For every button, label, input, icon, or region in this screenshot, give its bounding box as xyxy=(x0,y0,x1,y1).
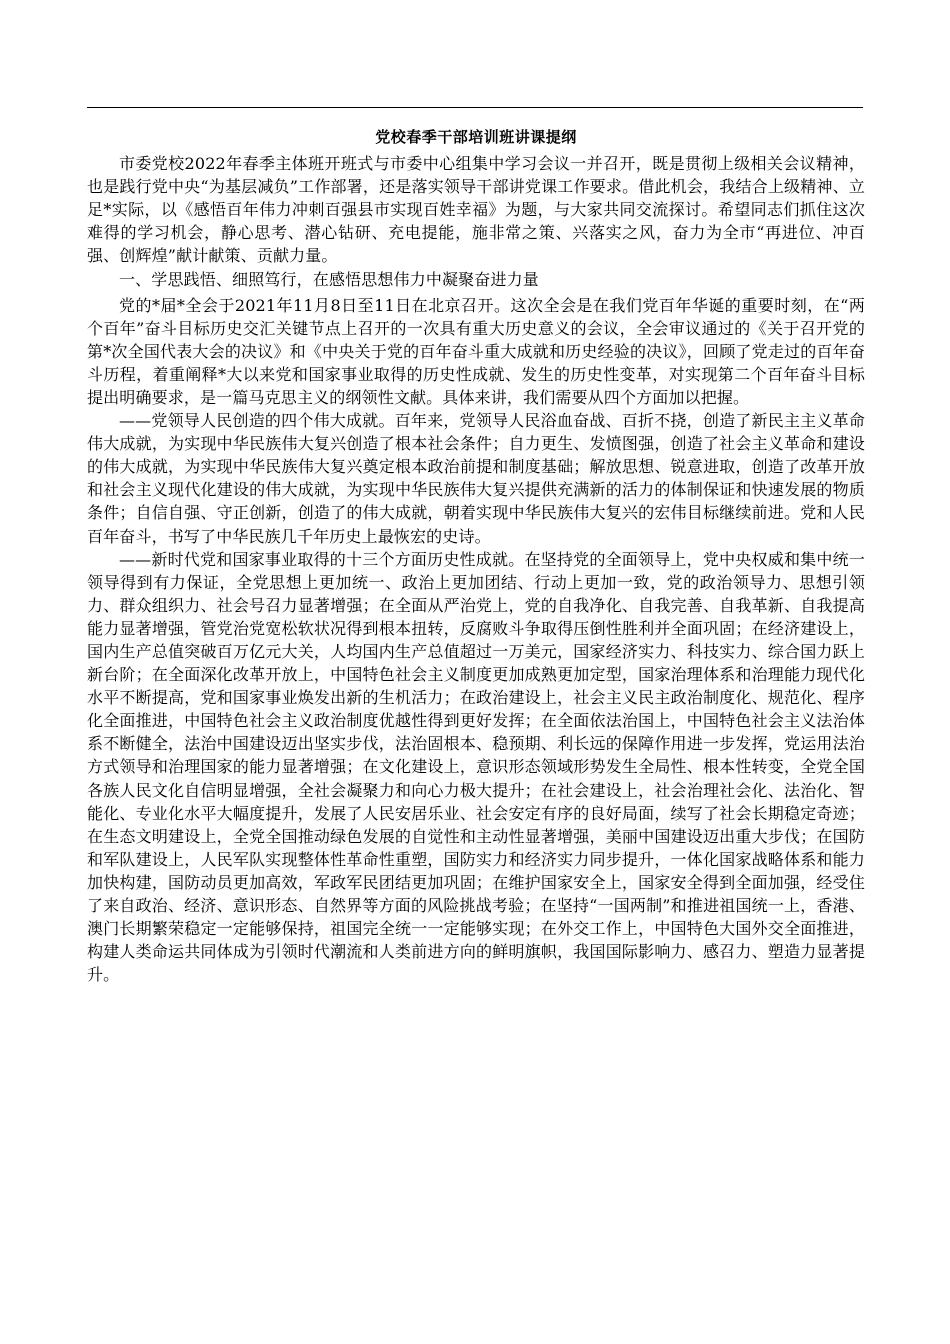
intro-paragraph: 市委党校2022年春季主体班开班式与市委中心组集中学习会议一并召开，既是贯彻上级相关会议精神，也是践行党中央“为基层减负”工作部署，还是落实领导干部讲党课工作要求。借此机会，我结合上级精神、立足*实际，以《感悟百年伟力冲刺百强县市实现百姓幸福》为题，与大家共同交流探讨。希望同志们抓住这次难得的学习机会，静心思考、潜心钻研、充电提能，施非常之策、兴落实之风，奋力为全市“再进位、冲百强、创辉煌”献计献策、贡献力量。 xyxy=(87,154,865,266)
section-heading-1: 一、学思践悟、细照笃行，在感悟思想伟力中凝聚奋进力量 xyxy=(119,270,539,290)
four-achievements-paragraph: ——党领导人民创造的四个伟大成就。百年来，党领导人民浴血奋战、百折不挠，创造了新民主主义革命伟大成就，为实现中华民族伟大复兴创造了根本社会条件；自力更生、发愤图强，创造了社会主义革命和建设的伟大成就，为实现中华民族伟大复兴奠定根本政治前提和制度基础；解放思想、锐意进取，创造了改革开放和社会主义现代化建设的伟大成就，为实现中华民族伟大复兴提供充满新的活力的体制保证和快速发展的物质条件；自信自强、守正创新，创造了的伟大成就，朝着实现中华民族伟大复兴的宏伟目标继续前进。党和人民百年奋斗，书写了中华民族几千年历史上最恢宏的史诗。 xyxy=(87,411,865,546)
header-rule xyxy=(87,107,863,108)
document-title: 党校春季干部培训班讲课提纲 xyxy=(375,128,577,146)
document-body xyxy=(87,126,865,986)
thirteen-achievements-paragraph: ——新时代党和国家事业取得的十三个方面历史性成就。在坚持党的全面领导上，党中央权威和集中统一领导得到有力保证，全党思想上更加统一、政治上更加团结、行动上更加一致，党的政治领导力、思想引领力、群众组织力、社会号召力显著增强；在全面从严治党上，党的自我净化、自我完善、自我革新、自我提高能力显著增强，管党治党宽松软状况得到根本扭转，反腐败斗争取得压倒性胜利并全面巩固；在经济建设上，国内生产总值突破百万亿元大关，人均国内生产总值超过一万美元，国家经济实力、科技实力、综合国力跃上新台阶；在全面深化改革开放上，中国特色社会主义制度更加成熟更加定型，国家治理体系和治理能力现代化水平不断提高，党和国家事业焕发出新的生机活力；在政治建设上，社会主义民主政治制度化、规范化、程序化全面推进，中国特色社会主义政治制度优越性得到更好发挥；在全面依法治国上，中国特色社会主义法治体系不断健全，法治中国建设迈出坚实步伐，法治固根本、稳预期、利长远的保障作用进一步发挥，党运用法治方式领导和治理国家的能力显著增强；在文化建设上，意识形态领域形势发生全局性、根本性转变，全党全国各族人民文化自信明显增强，全社会凝聚力和向心力极大提升；在社会建设上，社会治理社会化、法治化、智能化、专业化水平大幅度提升，发展了人民安居乐业、社会安定有序的良好局面，续写了社会长期稳定奇迹；在生态文明建设上，全党全国推动绿色发展的自觉性和主动性显著增强，美丽中国建设迈出重大步伐；在国防和军队建设上，人民军队实现整体性革命性重塑，国防实力和经济实力同步提升，一体化国家战略体系和能力加快构建，国防动员更加高效，军政军民团结更加巩固；在维护国家安全上，国家安全得到全面加强，经受住了来自政治、经济、意识形态、自然界等方面的风险挑战考验；在坚持“一国两制”和推进祖国统一上，香港、澳门长期繁荣稳定一定能够保持，祖国完全统一一定能够实现；在外交工作上，中国特色大国外交全面推进，构建人类命运共同体成为引领时代潮流和人类前进方向的鲜明旗帜，我国国际影响力、感召力、塑造力显著提升。 xyxy=(87,549,865,985)
plenary-paragraph: 党的*届*全会于2021年11月8日至11日在北京召开。这次全会是在我们党百年华诞的重要时刻，在“两个百年”奋斗目标历史交汇关键节点上召开的一次具有重大历史意义的会议，全会审议通过的《关于召开党的第*次全国代表大会的决议》和《中央关于党的百年奋斗重大成就和历史经验的决议》，回顾了党走过的百年奋斗历程，着重阐释*大以来党和国家事业取得的历史性成就、发生的历史性变革，对实现第二个百年奋斗目标提出明确要求，是一篇马克思主义的纲领性文献。具体来讲，我们需要从四个方面加以把握。 xyxy=(87,295,865,407)
